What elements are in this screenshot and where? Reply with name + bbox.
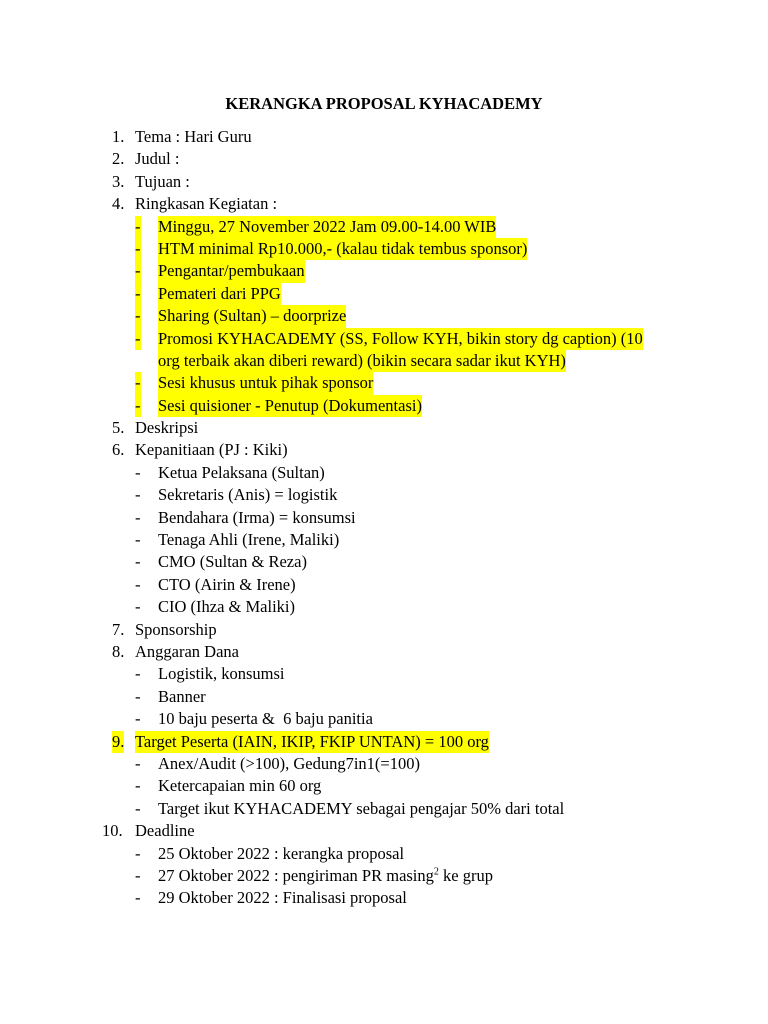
- bullet-item: [0, 663, 768, 685]
- bullet-dash: -: [135, 709, 141, 729]
- bullet-dash: -: [135, 372, 141, 394]
- item-number: 10.: [102, 821, 123, 841]
- list-item: [0, 820, 768, 842]
- bullet-dash: -: [135, 260, 141, 282]
- bullet-item: [0, 238, 768, 260]
- bullet-item: [0, 462, 768, 484]
- bullet-item: [0, 686, 768, 708]
- item-text: Ringkasan Kegiatan :: [135, 194, 278, 214]
- bullet-item: [0, 574, 768, 596]
- bullet-text: Minggu, 27 November 2022 Jam 09.00-14.00 WIB: [158, 216, 496, 238]
- bullet-text: org terbaik akan diberi reward) (bikin secara sadar ikut KYH): [158, 350, 566, 372]
- bullet-text: Ketua Pelaksana (Sultan): [158, 462, 325, 482]
- bullet-dash: -: [135, 395, 141, 417]
- bullet-text: Banner: [158, 686, 206, 706]
- bullet-text: Tenaga Ahli (Irene, Maliki): [158, 530, 340, 550]
- bullet-text: Pengantar/pembukaan: [158, 260, 305, 282]
- bullet-item: [0, 551, 768, 573]
- bullet-dash: -: [135, 507, 141, 527]
- bullet-item: [0, 529, 768, 551]
- bullet-item: [0, 328, 768, 350]
- bullet-item: [0, 753, 768, 775]
- bullet-text: Sesi khusus untuk pihak sponsor: [158, 372, 373, 394]
- bullet-dash: -: [135, 888, 141, 908]
- bullet-dash: -: [135, 305, 141, 327]
- bullet-text: Sharing (Sultan) – doorprize: [158, 305, 346, 327]
- bullet-text: CTO (Airin & Irene): [158, 574, 296, 594]
- bullet-dash: -: [135, 776, 141, 796]
- bullet-text: CMO (Sultan & Reza): [158, 552, 307, 572]
- bullet-dash: -: [135, 283, 141, 305]
- bullet-item: [0, 596, 768, 618]
- item-text: Deadline: [135, 821, 195, 841]
- item-text: Deskripsi: [135, 418, 199, 438]
- bullet-text: 10 baju peserta & 6 baju panitia: [158, 709, 373, 729]
- bullet-text: Logistik, konsumsi: [158, 664, 285, 684]
- bullet-dash: -: [135, 843, 141, 863]
- bullet-item: [0, 283, 768, 305]
- bullet-text-tail: ke grup: [438, 865, 493, 885]
- bullet-text: HTM minimal Rp10.000,- (kalau tidak tembus sponsor): [158, 238, 527, 260]
- bullet-text: 29 Oktober 2022 : Finalisasi proposal: [158, 888, 407, 908]
- bullet-dash: -: [135, 216, 141, 238]
- item-text: Sponsorship: [135, 619, 217, 639]
- bullet-dash: -: [135, 485, 141, 505]
- item-text: Tema : Hari Guru: [135, 127, 252, 146]
- bullet-text: Sekretaris (Anis) = logistik: [158, 485, 338, 505]
- bullet-item: [0, 484, 768, 506]
- bullet-text: 25 Oktober 2022 : kerangka proposal: [158, 843, 405, 863]
- list-item: [0, 193, 768, 215]
- bullet-dash: -: [135, 238, 141, 260]
- list-item: [0, 731, 768, 753]
- bullet-text: Bendahara (Irma) = konsumsi: [158, 507, 356, 527]
- bullet-item: [0, 372, 768, 394]
- list-item: [0, 439, 768, 461]
- list-item: [0, 619, 768, 641]
- list-item: [0, 148, 768, 170]
- bullet-item: [0, 305, 768, 327]
- bullet-item: [0, 887, 768, 909]
- list-item: [0, 171, 768, 193]
- superscript: 2: [433, 866, 439, 878]
- bullet-text: Target ikut KYHACADEMY sebagai pengajar 50% dari total: [158, 798, 565, 818]
- item-number: 1.: [112, 127, 125, 146]
- bullet-dash: -: [135, 597, 141, 617]
- bullet-item: [0, 395, 768, 417]
- item-number: 3.: [112, 171, 125, 191]
- list-item: [0, 126, 768, 148]
- item-text: Target Peserta (IAIN, IKIP, FKIP UNTAN) = 100 org: [135, 731, 489, 753]
- item-number: 2.: [112, 149, 125, 169]
- bullet-text: Sesi quisioner - Penutup (Dokumentasi): [158, 395, 422, 417]
- bullet-dash: -: [135, 798, 141, 818]
- item-number: 8.: [112, 641, 125, 661]
- item-number: 7.: [112, 619, 125, 639]
- item-text: Kepanitiaan (PJ : Kiki): [135, 440, 288, 460]
- bullet-item: [0, 708, 768, 730]
- bullet-dash: -: [135, 462, 141, 482]
- bullet-text: Promosi KYHACADEMY (SS, Follow KYH, bikin story dg caption) (10: [158, 328, 643, 350]
- bullet-item: [0, 865, 768, 887]
- item-number: 6.: [112, 440, 125, 460]
- bullet-item: [0, 260, 768, 282]
- item-number: 9.: [112, 731, 124, 753]
- bullet-text: Anex/Audit (>100), Gedung7in1(=100): [158, 753, 420, 773]
- item-text: Anggaran Dana: [135, 641, 239, 661]
- bullet-dash: -: [135, 530, 141, 550]
- list-item: [0, 417, 768, 439]
- bullet-text: 27 Oktober 2022 : pengiriman PR masing: [158, 865, 434, 885]
- bullet-text: Ketercapaian min 60 org: [158, 776, 322, 796]
- item-text: Judul :: [135, 149, 180, 169]
- bullet-dash: -: [135, 328, 141, 350]
- bullet-dash: -: [135, 552, 141, 572]
- outline-list: [0, 126, 768, 910]
- document-title: KERANGKA PROPOSAL KYHACADEMY: [225, 94, 543, 113]
- bullet-text-group: [158, 865, 493, 887]
- bullet-item: [0, 798, 768, 820]
- bullet-item: [0, 216, 768, 238]
- bullet-dash: -: [135, 574, 141, 594]
- item-number: 5.: [112, 418, 125, 438]
- bullet-item: [0, 507, 768, 529]
- bullet-dash: -: [135, 865, 141, 885]
- bullet-dash: -: [135, 664, 141, 684]
- bullet-text: CIO (Ihza & Maliki): [158, 597, 296, 617]
- bullet-continuation: [0, 350, 768, 372]
- list-item: [0, 641, 768, 663]
- item-number: 4.: [112, 194, 125, 214]
- bullet-item: [0, 775, 768, 797]
- bullet-dash: -: [135, 686, 141, 706]
- bullet-item: [0, 843, 768, 865]
- bullet-text: Pemateri dari PPG: [158, 283, 281, 305]
- bullet-dash: -: [135, 753, 141, 773]
- item-text: Tujuan :: [135, 171, 190, 191]
